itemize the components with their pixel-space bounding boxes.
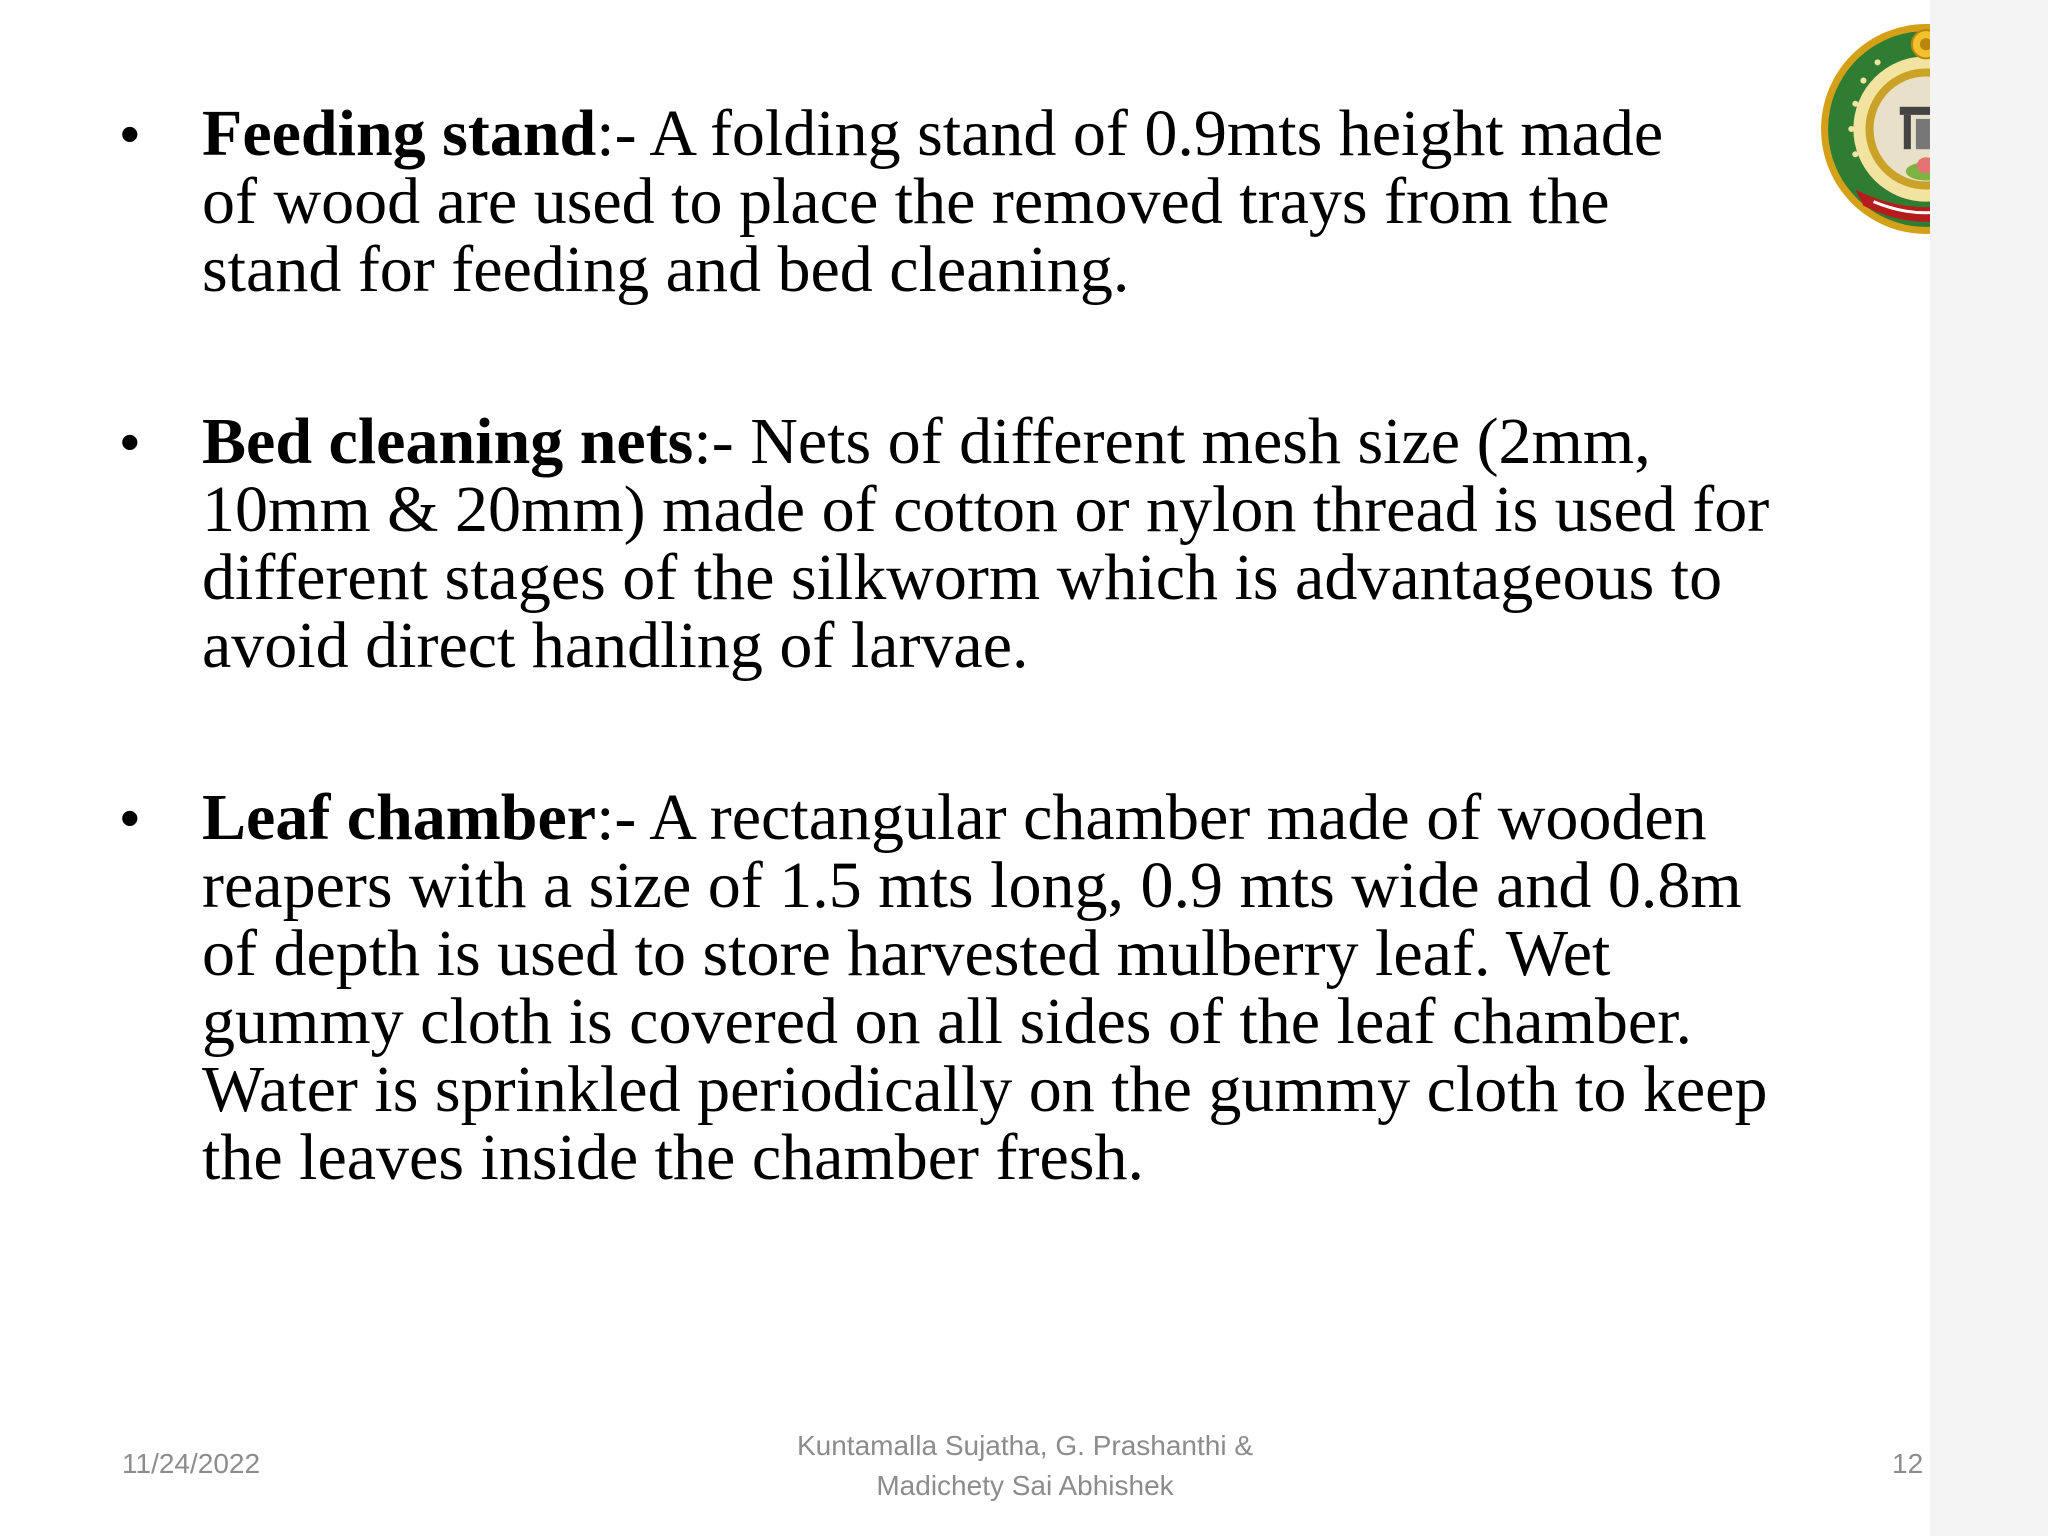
bullet-separator: :- bbox=[596, 781, 637, 854]
bullet-text-line: A folding stand of 0.9mts height made bbox=[636, 97, 1664, 170]
bullet-term: Leaf chamber bbox=[202, 781, 597, 854]
bullet-separator: :- bbox=[693, 405, 734, 478]
right-edge-strip bbox=[1930, 0, 2048, 1536]
bullet-term: Bed cleaning nets bbox=[202, 405, 694, 478]
bullet-first-line bbox=[202, 781, 1920, 854]
bullet-text-line: A rectangular chamber made of wooden bbox=[636, 781, 1707, 854]
bullet-text-line: different stages of the silkworm which is advantageous to bbox=[202, 541, 1723, 614]
bullet-item-bed-cleaning-nets bbox=[120, 405, 1920, 682]
bullet-dot-icon: • bbox=[120, 102, 140, 165]
bullet-first-line bbox=[202, 405, 1920, 478]
bullet-first-line bbox=[202, 97, 1920, 170]
bullet-term: Feeding stand bbox=[202, 97, 597, 170]
footer-author-line: Madichety Sai Abhishek bbox=[876, 1470, 1174, 1501]
bullet-dot-icon: • bbox=[120, 786, 140, 849]
bullet-text-line: stand for feeding and bed cleaning. bbox=[202, 233, 1130, 306]
bullet-text-line: avoid direct handling of larvae. bbox=[202, 609, 1029, 682]
bullet-text-line: of depth is used to store harvested mulberry leaf. Wet bbox=[202, 917, 1611, 990]
bullet-item-leaf-chamber bbox=[120, 781, 1920, 1194]
bullet-text-line: 10mm & 20mm) made of cotton or nylon thread is used for bbox=[202, 473, 1770, 546]
bullet-item-feeding-stand bbox=[120, 97, 1920, 306]
footer-date: 11/24/2022 bbox=[122, 1448, 261, 1479]
bullet-text-line: Water is sprinkled periodically on the gummy cloth to keep bbox=[202, 1053, 1768, 1126]
bullet-text-line: the leaves inside the chamber fresh. bbox=[202, 1121, 1144, 1194]
bullet-list bbox=[120, 97, 1920, 1194]
bullet-dot-icon: • bbox=[120, 410, 140, 473]
bullet-text-line: gummy cloth is covered on all sides of the leaf chamber. bbox=[202, 985, 1693, 1058]
footer-author-line: Kuntamalla Sujatha, G. Prashanthi & bbox=[796, 1430, 1254, 1461]
bullet-text-line: Nets of different mesh size (2mm, bbox=[733, 405, 1651, 478]
bullet-text-line: reapers with a size of 1.5 mts long, 0.9 mts wide and 0.8m bbox=[202, 849, 1742, 922]
footer-page-number: 12 bbox=[1892, 1448, 1924, 1479]
footer-author bbox=[700, 1426, 1350, 1506]
bullet-text-line: of wood are used to place the removed trays from the bbox=[202, 165, 1610, 238]
bullet-separator: :- bbox=[596, 97, 637, 170]
